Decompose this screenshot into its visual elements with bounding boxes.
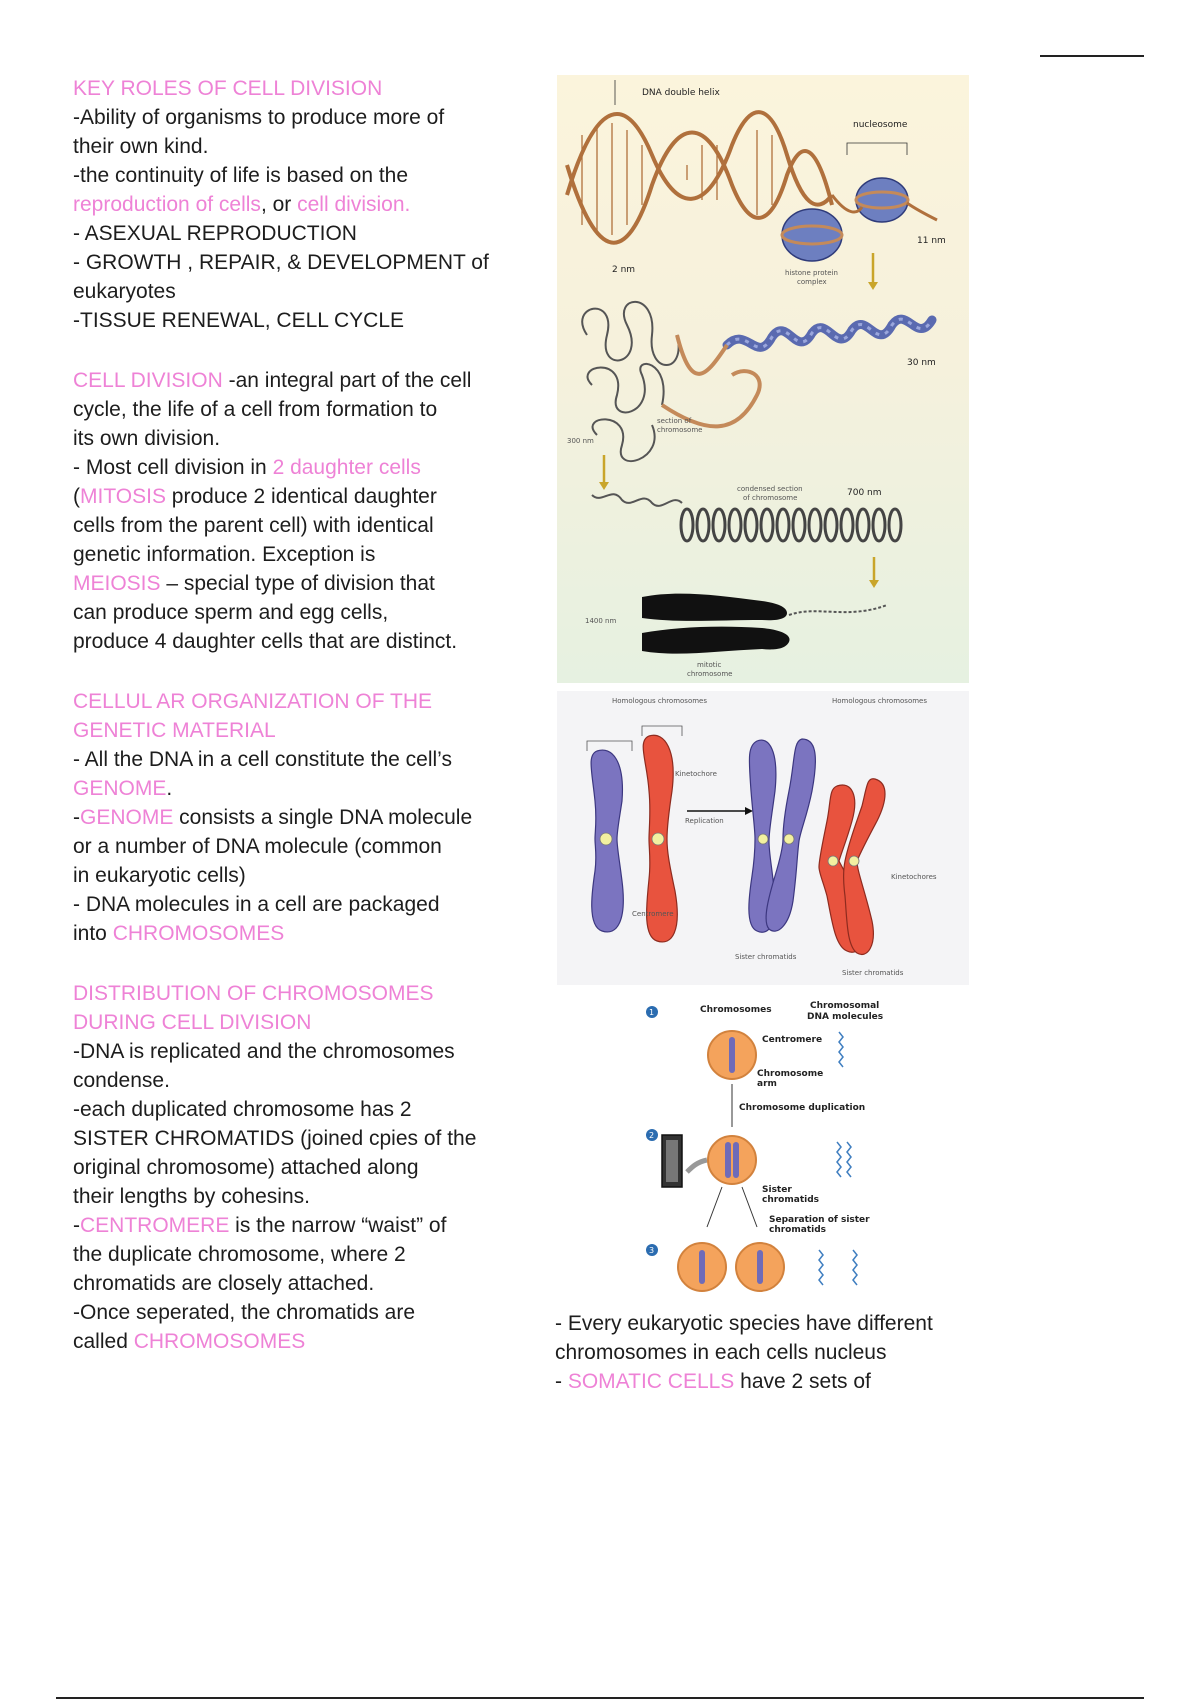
label-mitotic: chromosome: [687, 670, 733, 678]
text-line: produce 4 daughter cells that are distinct.: [73, 630, 458, 653]
text-line: [73, 569, 503, 598]
label-sister-chromatids: chromatids: [762, 1195, 820, 1205]
text-line: chromatids are closely attached.: [73, 1272, 375, 1295]
label-homologous: Homologous chromosomes: [832, 697, 928, 705]
section-organization: [73, 687, 503, 948]
chromatin-fiber-icon: [727, 319, 932, 347]
dna-strand-icon: [839, 1032, 843, 1067]
bracket: [587, 741, 632, 751]
branch-line: [707, 1187, 722, 1227]
step-number: 2: [649, 1131, 655, 1140]
text-line: eukaryotes: [73, 280, 176, 303]
label-sister-chromatids: Sister chromatids: [735, 953, 797, 961]
chromatin-loops-icon: [582, 302, 759, 461]
text-run: – special type of division that: [160, 572, 435, 595]
label-replication: Replication: [685, 817, 724, 825]
label-homologous: Homologous chromosomes: [612, 697, 708, 705]
daughter-cell-icon: [736, 1243, 784, 1291]
mitotic-chromosome-icon: [642, 594, 887, 654]
text-line: [73, 919, 503, 948]
step-number: 3: [649, 1246, 655, 1255]
text-line: [73, 1211, 503, 1240]
label-2nm: 2 nm: [612, 265, 636, 275]
text-line: -each duplicated chromosome has 2: [73, 1098, 412, 1121]
arrow-head: [599, 482, 609, 490]
highlight-term: cell division.: [297, 193, 411, 216]
highlight-term: CHROMOSOMES: [133, 1330, 306, 1353]
label-chromosomes: Chromosomes: [700, 1005, 772, 1015]
text-run: produce 2 identical daughter: [165, 485, 437, 508]
label-histone: complex: [797, 278, 827, 286]
text-line: - GROWTH , REPAIR, & DEVELOPMENT of: [73, 251, 489, 274]
label-condensed: of chromosome: [743, 494, 798, 502]
label-separation: chromatids: [769, 1225, 827, 1235]
text-line: - All the DNA in a cell constitute the cell’s: [73, 748, 452, 771]
text-line: [73, 803, 503, 832]
text-line: [73, 366, 503, 395]
label-nucleosome: nucleosome: [853, 120, 908, 130]
section-distribution: [73, 979, 503, 1356]
text-run: is the narrow “waist” of: [229, 1214, 447, 1237]
highlight-term: CENTROMERE: [80, 1214, 230, 1237]
highlight-term: CHROMOSOMES: [112, 922, 285, 945]
text-line: condense.: [73, 1069, 170, 1092]
footer-rule: [56, 1697, 1144, 1699]
text-line: cycle, the life of a cell from formation to: [73, 398, 438, 421]
label-kinetochores: Kinetochores: [891, 873, 937, 881]
daughter-cell-icon: [678, 1243, 726, 1291]
label-section: chromosome: [657, 426, 703, 434]
label-1400nm: 1400 nm: [585, 617, 617, 625]
label-histone: histone protein: [785, 269, 838, 277]
text-run: into: [73, 922, 113, 945]
section-heading: KEY ROLES OF CELL DIVISION: [73, 77, 383, 100]
text-line: original chromosome) attached along: [73, 1156, 419, 1179]
text-line: genetic information. Exception is: [73, 543, 376, 566]
chromosome-duplication-figure: [557, 992, 969, 1294]
text-line: their lengths by cohesins.: [73, 1185, 310, 1208]
cell-icon: [708, 1031, 756, 1079]
label-sister-chromatids: Sister: [762, 1185, 792, 1195]
cell-icon: [708, 1136, 756, 1184]
highlight-term: reproduction of cells: [73, 193, 261, 216]
text-line: [73, 453, 503, 482]
section-heading: GENETIC MATERIAL: [73, 719, 276, 742]
highlight-term: CELL DIVISION: [73, 369, 223, 392]
section-heading: DISTRIBUTION OF CHROMOSOMES: [73, 982, 434, 1005]
text-run: -: [73, 1214, 80, 1237]
text-line: - DNA molecules in a cell are packaged: [73, 893, 440, 916]
highlight-term: GENOME: [73, 777, 167, 800]
text-line: chromosomes in each cells nucleus: [555, 1341, 887, 1364]
text-line: in eukaryotic cells): [73, 864, 246, 887]
text-run: -: [555, 1370, 568, 1393]
arrow-head: [869, 580, 879, 588]
highlight-term: SOMATIC CELLS: [567, 1370, 735, 1393]
text-line: [73, 190, 503, 219]
arrow-left-icon: [687, 1160, 707, 1172]
right-column-text: [555, 1309, 1055, 1396]
dna-packaging-figure: [557, 75, 969, 683]
text-line: - ASEXUAL REPRODUCTION: [73, 222, 357, 245]
label-11nm: 11 nm: [917, 236, 946, 246]
text-line: [73, 1327, 503, 1356]
highlight-term: MITOSIS: [80, 485, 166, 508]
label-section: section of: [657, 417, 692, 425]
label-30nm: 30 nm: [907, 358, 936, 368]
text-line: -the continuity of life is based on the: [73, 164, 409, 187]
text-run: (: [73, 485, 80, 508]
text-run: called: [73, 1330, 134, 1353]
label-300nm: 300 nm: [567, 437, 594, 445]
highlight-term: GENOME: [80, 806, 174, 829]
text-line: -Ability of organisms to produce more of: [73, 106, 445, 129]
text-line: [555, 1367, 1055, 1396]
text-run: - Most cell division in: [73, 456, 273, 479]
text-line: - Every eukaryotic species have different: [555, 1312, 933, 1335]
section-heading: CELLUL AR ORGANIZATION OF THE: [73, 690, 433, 713]
left-column: [73, 74, 503, 1356]
micrograph-icon: [662, 1135, 682, 1187]
homologous-chromosomes-figure: [557, 691, 969, 985]
text-line: -DNA is replicated and the chromosomes: [73, 1040, 455, 1063]
text-run: , or: [260, 193, 298, 216]
text-line: can produce sperm and egg cells,: [73, 601, 389, 624]
label-chromosome-duplication: Chromosome duplication: [739, 1103, 866, 1113]
text-line: [73, 774, 503, 803]
text-run: -an integral part of the cell: [222, 369, 472, 392]
label-centromere: Centromere: [762, 1035, 823, 1045]
text-run: .: [166, 777, 173, 800]
arrow-head: [868, 282, 878, 290]
highlight-term: MEIOSIS: [73, 572, 161, 595]
bracket: [642, 726, 682, 736]
dna-strand-icon: [837, 1142, 851, 1177]
homologous-chromosomes-illustration: [557, 691, 969, 985]
label-separation: Separation of sister: [769, 1215, 870, 1225]
text-line: -Once seperated, the chromatids are: [73, 1301, 416, 1324]
text-run: consists a single DNA molecule: [173, 806, 473, 829]
label-sister-chromatids: Sister chromatids: [842, 969, 904, 977]
text-line: their own kind.: [73, 135, 209, 158]
label-kinetochore: Kinetochore: [675, 770, 717, 778]
label-chromosomal-dna: DNA molecules: [807, 1012, 884, 1022]
text-line: cells from the parent cell) with identical: [73, 514, 434, 537]
section-cell-division: [73, 366, 503, 656]
arrow-head: [745, 807, 753, 815]
header-rule: [1040, 55, 1144, 57]
duplicated-chromosome-icon: [749, 739, 885, 954]
text-line: the duplicate chromosome, where 2: [73, 1243, 406, 1266]
text-line: [73, 482, 503, 511]
text-line: -TISSUE RENEWAL, CELL CYCLE: [73, 309, 405, 332]
label-centromere: Centromere: [632, 910, 674, 918]
text-run: -: [73, 806, 80, 829]
section-heading: DURING CELL DIVISION: [73, 1011, 312, 1034]
text-line: SISTER CHROMATIDS (joined cpies of the: [73, 1127, 477, 1150]
label-700nm: 700 nm: [847, 488, 882, 498]
label-chromosome-arm: Chromosome: [757, 1069, 824, 1079]
label-mitotic: mitotic: [697, 661, 722, 669]
step-number: 1: [649, 1008, 655, 1017]
branch-line: [742, 1187, 757, 1227]
chromosome-duplication-illustration: [557, 992, 969, 1294]
section-key-roles: [73, 74, 503, 335]
text-run: have 2 sets of: [734, 1370, 871, 1393]
label-chromosomal-dna: Chromosomal: [810, 1001, 880, 1011]
label-condensed: condensed section: [737, 485, 803, 493]
dna-strand-icon: [819, 1250, 857, 1285]
highlight-term: 2 daughter cells: [272, 456, 421, 479]
label-chromosome-arm: arm: [757, 1079, 777, 1089]
dna-packaging-illustration: [557, 75, 969, 683]
text-line: or a number of DNA molecule (common: [73, 835, 442, 858]
label-dna-double-helix: DNA double helix: [642, 88, 720, 98]
text-line: its own division.: [73, 427, 221, 450]
bracket: [847, 143, 907, 155]
nucleosome-icon: [782, 178, 937, 261]
